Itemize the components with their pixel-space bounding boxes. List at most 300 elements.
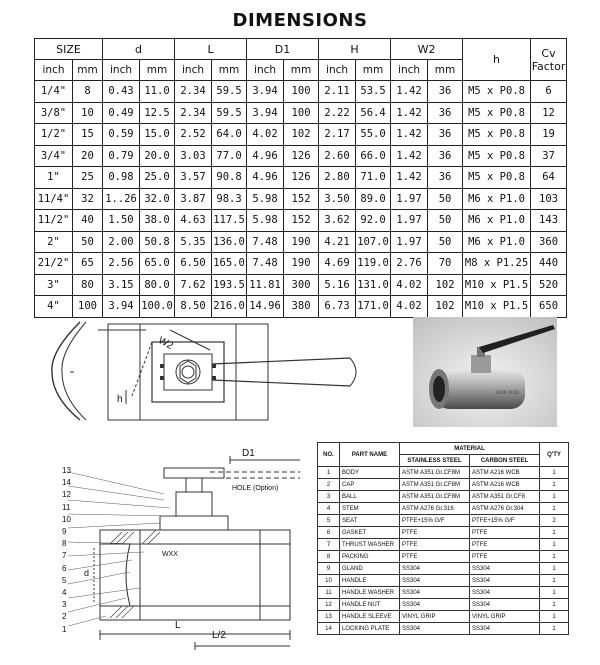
unit-header: mm xyxy=(428,60,463,81)
part-cell: 14 xyxy=(318,623,340,635)
dimension-cell: 300 xyxy=(284,274,319,296)
dimension-cell: 53.5 xyxy=(356,81,391,103)
part-callout-number: 9 xyxy=(62,527,67,536)
part-callout-number: 13 xyxy=(62,466,71,475)
part-cell: 2 xyxy=(540,515,569,527)
part-cell: 1 xyxy=(540,527,569,539)
dimension-cell: 14.96 xyxy=(247,296,284,318)
w2-label: W2 xyxy=(156,335,175,352)
dimension-cell: M10 x P1.5 xyxy=(463,274,531,296)
dimension-cell: 4.63 xyxy=(175,210,212,232)
dimension-cell: 107.0 xyxy=(356,231,391,253)
part-cell: 1 xyxy=(540,467,569,479)
dimension-cell: M5 x P0.8 xyxy=(463,81,531,103)
dimension-cell: 3/4" xyxy=(35,145,73,167)
dimension-cell: 50 xyxy=(73,231,103,253)
dimension-cell: 117.5 xyxy=(212,210,247,232)
unit-header: inch xyxy=(391,60,428,81)
dimension-cell: 98.3 xyxy=(212,188,247,210)
dimension-cell: 0.79 xyxy=(103,145,140,167)
part-callout-number: 11 xyxy=(62,502,71,512)
dimension-cell: 8 xyxy=(73,81,103,103)
dimension-cell: 0.98 xyxy=(103,167,140,189)
dimension-cell: 1.42 xyxy=(391,167,428,189)
dimension-cell: 36 xyxy=(428,102,463,124)
dimension-cell: 5.98 xyxy=(247,188,284,210)
part-cell: SS304 xyxy=(400,575,470,587)
dimension-cell: 1.42 xyxy=(391,124,428,146)
dimension-cell: 59.5 xyxy=(212,102,247,124)
part-cell: THRUST WASHER xyxy=(340,539,400,551)
dimension-cell: 70 xyxy=(428,253,463,275)
dimension-cell: 3.94 xyxy=(247,81,284,103)
dimension-cell: 1.42 xyxy=(391,145,428,167)
part-cell: SEAT xyxy=(340,515,400,527)
dimension-cell: 25 xyxy=(73,167,103,189)
dimension-cell: 102 xyxy=(428,274,463,296)
header-H: H xyxy=(319,39,391,60)
h-label: h xyxy=(117,394,123,405)
dimension-cell: 1.97 xyxy=(391,231,428,253)
unit-header: mm xyxy=(140,60,175,81)
part-row xyxy=(318,467,569,479)
part-cell: PTFE xyxy=(470,527,540,539)
dimension-cell: 102 xyxy=(428,296,463,318)
dimension-cell: 520 xyxy=(531,274,567,296)
dimension-cell: 360 xyxy=(531,231,567,253)
part-cell: PTFE xyxy=(470,551,540,563)
dimension-cell: 4.02 xyxy=(391,274,428,296)
dimension-cell: 136.0 xyxy=(212,231,247,253)
dimension-cell: 38.0 xyxy=(140,210,175,232)
dimension-cell: 21/2" xyxy=(35,253,73,275)
section-view-drawing xyxy=(60,448,310,658)
dimension-cell: 2.22 xyxy=(319,102,356,124)
dimension-row xyxy=(35,81,567,103)
part-cell: 1 xyxy=(540,599,569,611)
dimension-cell: 3/8" xyxy=(35,102,73,124)
part-row xyxy=(318,587,569,599)
part-cell: 9 xyxy=(318,563,340,575)
part-cell: SS304 xyxy=(470,623,540,635)
dimension-cell: 36 xyxy=(428,124,463,146)
part-row xyxy=(318,515,569,527)
dimension-cell: M5 x P0.8 xyxy=(463,167,531,189)
dimension-cell: 4.02 xyxy=(247,124,284,146)
dimension-cell: 80.0 xyxy=(140,274,175,296)
dimension-cell: 1.42 xyxy=(391,81,428,103)
dimension-cell: 11.0 xyxy=(140,81,175,103)
dimension-cell: 3" xyxy=(35,274,73,296)
part-cell: 6 xyxy=(318,527,340,539)
part-callout-number: 5 xyxy=(62,575,67,585)
dimension-cell: 10 xyxy=(73,102,103,124)
part-cell: 1 xyxy=(318,467,340,479)
unit-header: mm xyxy=(356,60,391,81)
dimension-cell: 126 xyxy=(284,167,319,189)
dimension-row xyxy=(35,102,567,124)
dimension-cell: 7.48 xyxy=(247,231,284,253)
part-cell: 4 xyxy=(318,503,340,515)
part-row xyxy=(318,539,569,551)
parts-header-no: NO. xyxy=(318,443,340,467)
dimension-cell: 4.21 xyxy=(319,231,356,253)
part-cell: ASTM A216 WCB xyxy=(470,479,540,491)
part-cell: 1 xyxy=(540,551,569,563)
part-cell: BALL xyxy=(340,491,400,503)
dimension-cell: M8 x P1.25 xyxy=(463,253,531,275)
part-cell: 1 xyxy=(540,503,569,515)
part-row xyxy=(318,623,569,635)
dimension-cell: 100 xyxy=(284,102,319,124)
part-cell: PTFE+15% G/F xyxy=(400,515,470,527)
part-cell: 1 xyxy=(540,491,569,503)
part-cell: SS304 xyxy=(400,563,470,575)
dimension-cell: 4.96 xyxy=(247,145,284,167)
dimension-cell: 20 xyxy=(73,145,103,167)
part-cell: ASTM A351 Gr.CF8M xyxy=(400,467,470,479)
dimension-cell: 4.96 xyxy=(247,167,284,189)
part-cell: HANDLE NUT xyxy=(340,599,400,611)
dimension-cell: 65.0 xyxy=(140,253,175,275)
dimension-cell: 152 xyxy=(284,188,319,210)
dimensions-table xyxy=(34,38,567,318)
dimension-cell: 3.94 xyxy=(103,296,140,318)
dimension-cell: 12.5 xyxy=(140,102,175,124)
part-callout-number: 8 xyxy=(62,539,67,549)
part-cell: SS304 xyxy=(400,599,470,611)
unit-header: mm xyxy=(73,60,103,81)
hole-option-label: HOLE (Option) xyxy=(232,485,279,492)
dimension-cell: 59.5 xyxy=(212,81,247,103)
part-cell: 1 xyxy=(540,587,569,599)
dimension-cell: 36 xyxy=(428,167,463,189)
part-cell: 3 xyxy=(318,491,340,503)
dimension-cell: 65 xyxy=(73,253,103,275)
dimension-row xyxy=(35,274,567,296)
d-label: d xyxy=(84,568,90,578)
dimension-cell: 50 xyxy=(428,188,463,210)
dimension-cell: 50.8 xyxy=(140,231,175,253)
dimension-cell: 92.0 xyxy=(356,210,391,232)
part-callout-number: 4 xyxy=(62,588,67,597)
dimension-cell: 6.50 xyxy=(175,253,212,275)
dimension-cell: 119.0 xyxy=(356,253,391,275)
dimension-cell: 90.8 xyxy=(212,167,247,189)
parts-header-qty: Q'TY xyxy=(540,443,569,467)
header-size: SIZE xyxy=(35,39,103,60)
part-cell: VINYL GRIP xyxy=(470,611,540,623)
dimension-cell: 2.52 xyxy=(175,124,212,146)
unit-header: inch xyxy=(247,60,284,81)
dimension-cell: 2.56 xyxy=(103,253,140,275)
dimension-cell: 32.0 xyxy=(140,188,175,210)
part-cell: BODY xyxy=(340,467,400,479)
part-cell: 8 xyxy=(318,551,340,563)
dimension-row xyxy=(35,145,567,167)
dimension-cell: 11.81 xyxy=(247,274,284,296)
part-cell: GASKET xyxy=(340,527,400,539)
dimension-cell: 2.00 xyxy=(103,231,140,253)
dimension-cell: 0.49 xyxy=(103,102,140,124)
dimension-cell: 126 xyxy=(284,145,319,167)
dimension-cell: M5 x P0.8 xyxy=(463,102,531,124)
dimension-cell: 8.50 xyxy=(175,296,212,318)
dimension-cell: 1.97 xyxy=(391,210,428,232)
dimension-cell: M6 x P1.0 xyxy=(463,188,531,210)
dimension-cell: 2.11 xyxy=(319,81,356,103)
dimension-cell: 190 xyxy=(284,253,319,275)
dimension-cell: 193.5 xyxy=(212,274,247,296)
dimension-cell: M5 x P0.8 xyxy=(463,124,531,146)
dimension-cell: 2" xyxy=(35,231,73,253)
dimension-cell: 1..26 xyxy=(103,188,140,210)
dimension-cell: 100 xyxy=(73,296,103,318)
part-row xyxy=(318,551,569,563)
header-L: L xyxy=(175,39,247,60)
dimension-cell: 37 xyxy=(531,145,567,167)
part-callout-number: 10 xyxy=(62,514,71,524)
parts-header-part-name: PART NAME xyxy=(340,443,400,467)
dimension-cell: 103 xyxy=(531,188,567,210)
part-callout-number: 3 xyxy=(62,600,67,610)
d1-label: D1 xyxy=(242,448,255,459)
dimension-cell: M10 x P1.5 xyxy=(463,296,531,318)
dimension-cell: 143 xyxy=(531,210,567,232)
dimension-cell: 0.43 xyxy=(103,81,140,103)
dimension-cell: 3.15 xyxy=(103,274,140,296)
dimension-cell: 6 xyxy=(531,81,567,103)
part-cell: 1 xyxy=(540,623,569,635)
dimension-cell: 190 xyxy=(284,231,319,253)
header-cv-factor: Cv Factor xyxy=(531,39,567,81)
part-cell: 7 xyxy=(318,539,340,551)
dimension-cell: M6 x P1.0 xyxy=(463,210,531,232)
dimension-cell: 11/4" xyxy=(35,188,73,210)
dimension-cell: 55.0 xyxy=(356,124,391,146)
dimension-cell: 171.0 xyxy=(356,296,391,318)
part-cell: HANDLE xyxy=(340,575,400,587)
page-title: DIMENSIONS xyxy=(232,10,368,31)
dimension-cell: 25.0 xyxy=(140,167,175,189)
dimension-row xyxy=(35,124,567,146)
dimension-cell: 3.87 xyxy=(175,188,212,210)
dimension-cell: 19 xyxy=(531,124,567,146)
header-D1: D1 xyxy=(247,39,319,60)
part-cell: ASTM A276 Gr.304 xyxy=(470,503,540,515)
part-cell: 12 xyxy=(318,599,340,611)
dimension-cell: 5.35 xyxy=(175,231,212,253)
part-cell: 1 xyxy=(540,575,569,587)
photo-stamp: 1000 WOG xyxy=(495,391,520,396)
dimension-cell: 12 xyxy=(531,102,567,124)
parts-header-stainless-steel: STAINLESS STEEL xyxy=(400,455,470,467)
unit-header: inch xyxy=(175,60,212,81)
part-row xyxy=(318,527,569,539)
dimension-cell: 3.50 xyxy=(319,188,356,210)
unit-header: inch xyxy=(35,60,73,81)
dimension-cell: 36 xyxy=(428,81,463,103)
dimension-cell: 380 xyxy=(284,296,319,318)
part-row xyxy=(318,575,569,587)
part-cell: STEM xyxy=(340,503,400,515)
dimension-cell: 1.42 xyxy=(391,102,428,124)
dimension-row xyxy=(35,210,567,232)
part-cell: ASTM A351 Gr.CF8 xyxy=(470,491,540,503)
dimension-cell: 1/4" xyxy=(35,81,73,103)
dimension-cell: 4.69 xyxy=(319,253,356,275)
part-callout-number: 12 xyxy=(62,490,71,500)
dimension-cell: 7.62 xyxy=(175,274,212,296)
dimension-cell: 2.76 xyxy=(391,253,428,275)
dimension-cell: 2.34 xyxy=(175,102,212,124)
unit-header: mm xyxy=(212,60,247,81)
unit-header: inch xyxy=(103,60,140,81)
dimension-cell: 100 xyxy=(284,81,319,103)
dimension-cell: 4" xyxy=(35,296,73,318)
part-cell: SS304 xyxy=(470,599,540,611)
dimension-cell: 1.97 xyxy=(391,188,428,210)
dimension-cell: 440 xyxy=(531,253,567,275)
dimension-cell: 66.0 xyxy=(356,145,391,167)
part-cell: SS304 xyxy=(400,623,470,635)
top-view-drawing xyxy=(40,312,375,430)
part-cell: SS304 xyxy=(470,575,540,587)
part-cell: SS304 xyxy=(470,587,540,599)
dimension-cell: 3.03 xyxy=(175,145,212,167)
part-cell: CAP xyxy=(340,479,400,491)
dimension-cell: 36 xyxy=(428,145,463,167)
part-callout-number: 7 xyxy=(62,551,67,561)
part-cell: 13 xyxy=(318,611,340,623)
dimension-cell: 80 xyxy=(73,274,103,296)
part-cell: 10 xyxy=(318,575,340,587)
part-cell: ASTM A351 Gr.CF8M xyxy=(400,479,470,491)
part-callout-number: 6 xyxy=(62,563,67,573)
header-W2: W2 xyxy=(391,39,463,60)
part-cell: 1 xyxy=(540,611,569,623)
part-cell: PTFE xyxy=(400,527,470,539)
l-label: L xyxy=(175,620,181,631)
dimension-cell: 3.94 xyxy=(247,102,284,124)
part-row xyxy=(318,503,569,515)
dimension-cell: 50 xyxy=(428,231,463,253)
dimension-cell: 5.98 xyxy=(247,210,284,232)
body-stamp: WXX xyxy=(162,551,178,558)
part-cell: PACKING xyxy=(340,551,400,563)
part-cell: GLAND xyxy=(340,563,400,575)
parts-header-carbon-steel: CARBON STEEL xyxy=(470,455,540,467)
dimension-cell: 3.62 xyxy=(319,210,356,232)
part-cell: HANDLE WASHER xyxy=(340,587,400,599)
dimension-cell: 32 xyxy=(73,188,103,210)
dimension-cell: 4.02 xyxy=(391,296,428,318)
dimension-cell: 0.59 xyxy=(103,124,140,146)
part-cell: PTFE+15% G/F xyxy=(470,515,540,527)
dimension-cell: 89.0 xyxy=(356,188,391,210)
dimension-cell: 216.0 xyxy=(212,296,247,318)
dimension-cell: M5 x P0.8 xyxy=(463,145,531,167)
dimension-cell: 1.50 xyxy=(103,210,140,232)
dimension-cell: 2.60 xyxy=(319,145,356,167)
part-cell: SS304 xyxy=(470,563,540,575)
parts-header-material: MATERIAL xyxy=(400,443,540,455)
part-cell: 1 xyxy=(540,479,569,491)
dimension-cell: 64 xyxy=(531,167,567,189)
dimension-row xyxy=(35,167,567,189)
dimension-cell: 2.34 xyxy=(175,81,212,103)
part-row xyxy=(318,563,569,575)
part-cell: PTFE xyxy=(400,551,470,563)
dimension-cell: 15.0 xyxy=(140,124,175,146)
dimension-cell: 6.73 xyxy=(319,296,356,318)
part-cell: 2 xyxy=(318,479,340,491)
part-cell: 1 xyxy=(540,563,569,575)
dimension-cell: 15 xyxy=(73,124,103,146)
dimension-cell: 11/2" xyxy=(35,210,73,232)
part-cell: VINYL GRIP xyxy=(400,611,470,623)
part-cell: 11 xyxy=(318,587,340,599)
dimension-cell: 100.0 xyxy=(140,296,175,318)
dimension-cell: 40 xyxy=(73,210,103,232)
part-callout-number: 14 xyxy=(62,478,71,488)
dimension-cell: 1" xyxy=(35,167,73,189)
dimension-cell: 131.0 xyxy=(356,274,391,296)
part-cell: PTFE xyxy=(400,539,470,551)
unit-header: inch xyxy=(319,60,356,81)
dimension-cell: 152 xyxy=(284,210,319,232)
part-cell: LOCKING PLATE xyxy=(340,623,400,635)
part-row xyxy=(318,611,569,623)
l2-label: L/2 xyxy=(212,630,226,641)
part-cell: ASTM A351 Gr.CF8M xyxy=(400,491,470,503)
part-cell: 5 xyxy=(318,515,340,527)
dimension-cell: M6 x P1.0 xyxy=(463,231,531,253)
part-cell: HANDLE SLEEVE xyxy=(340,611,400,623)
dimension-cell: 56.4 xyxy=(356,102,391,124)
part-cell: 1 xyxy=(540,539,569,551)
dimension-cell: 1/2" xyxy=(35,124,73,146)
dimension-row xyxy=(35,188,567,210)
part-cell: ASTM A276 Gr.316 xyxy=(400,503,470,515)
dimension-cell: 77.0 xyxy=(212,145,247,167)
dimension-cell: 71.0 xyxy=(356,167,391,189)
part-callout-number: 2 xyxy=(62,612,67,622)
part-cell: ASTM A216 WCB xyxy=(470,467,540,479)
dimension-cell: 20.0 xyxy=(140,145,175,167)
header-d: d xyxy=(103,39,175,60)
part-row xyxy=(318,491,569,503)
part-callout-number: 1 xyxy=(62,624,67,634)
part-row xyxy=(318,479,569,491)
dimension-cell: 165.0 xyxy=(212,253,247,275)
valve-photo-graphic xyxy=(413,317,557,427)
dimension-row xyxy=(35,231,567,253)
dimension-cell: 5.16 xyxy=(319,274,356,296)
dimension-row xyxy=(35,253,567,275)
dimension-cell: 102 xyxy=(284,124,319,146)
part-row xyxy=(318,599,569,611)
unit-header: mm xyxy=(284,60,319,81)
dimension-cell: 64.0 xyxy=(212,124,247,146)
header-h: h xyxy=(463,39,531,81)
dimension-cell: 650 xyxy=(531,296,567,318)
part-cell: SS304 xyxy=(400,587,470,599)
dimension-cell: 2.17 xyxy=(319,124,356,146)
dimension-cell: 3.57 xyxy=(175,167,212,189)
dimension-cell: 2.80 xyxy=(319,167,356,189)
parts-material-table xyxy=(317,442,569,635)
